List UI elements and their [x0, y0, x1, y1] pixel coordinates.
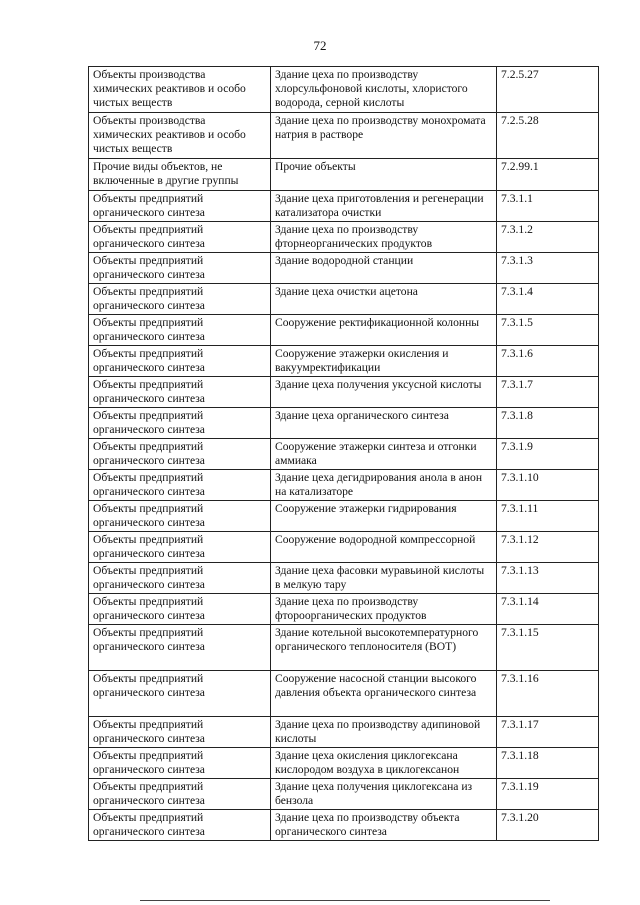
objects-table-body [89, 67, 599, 841]
object-type-cell: Объекты предприятий органического синтеза [89, 563, 271, 594]
building-name-cell: Сооружение этажерки окисления и вакуумректификации [271, 346, 497, 377]
table-row [89, 532, 599, 563]
object-type-cell: Объекты предприятий органического синтеза [89, 222, 271, 253]
building-name-cell: Здание цеха приготовления и регенерации катализатора очистки [271, 191, 497, 222]
building-name-cell: Здание цеха окисления циклогексана кислородом воздуха в циклогексанон [271, 748, 497, 779]
table-row [89, 748, 599, 779]
table-row [89, 717, 599, 748]
building-name-cell: Сооружение этажерки гидрирования [271, 501, 497, 532]
code-cell: 7.3.1.4 [497, 284, 599, 315]
table-row [89, 284, 599, 315]
object-type-cell: Объекты предприятий органического синтеза [89, 346, 271, 377]
object-type-cell: Объекты предприятий органического синтеза [89, 377, 271, 408]
building-name-cell: Сооружение водородной компрессорной [271, 532, 497, 563]
code-cell: 7.2.99.1 [497, 159, 599, 191]
table-row [89, 470, 599, 501]
building-name-cell: Прочие объекты [271, 159, 497, 191]
object-type-cell: Объекты предприятий органического синтеза [89, 748, 271, 779]
table-row [89, 594, 599, 625]
table-row [89, 563, 599, 594]
objects-table [88, 66, 599, 841]
building-name-cell: Сооружение этажерки синтеза и отгонки аммиака [271, 439, 497, 470]
table-row [89, 315, 599, 346]
code-cell: 7.3.1.7 [497, 377, 599, 408]
page-number: 72 [313, 38, 327, 53]
code-cell: 7.3.1.20 [497, 810, 599, 841]
building-name-cell: Здание котельной высокотемпературного органического теплоносителя (ВОТ) [271, 625, 497, 671]
table-row [89, 501, 599, 532]
code-cell: 7.3.1.10 [497, 470, 599, 501]
code-cell: 7.3.1.3 [497, 253, 599, 284]
code-cell: 7.3.1.2 [497, 222, 599, 253]
object-type-cell: Объекты предприятий органического синтеза [89, 284, 271, 315]
table-row [89, 671, 599, 717]
table-row [89, 67, 599, 113]
code-cell: 7.3.1.16 [497, 671, 599, 717]
object-type-cell: Объекты производства химических реактивов и особо чистых веществ [89, 113, 271, 159]
building-name-cell: Здание цеха по производству фторнеорганических продуктов [271, 222, 497, 253]
table-row [89, 810, 599, 841]
code-cell: 7.3.1.12 [497, 532, 599, 563]
code-cell: 7.3.1.19 [497, 779, 599, 810]
building-name-cell: Здание цеха дегидрирования анола в анон на катализаторе [271, 470, 497, 501]
object-type-cell: Объекты предприятий органического синтеза [89, 315, 271, 346]
code-cell: 7.3.1.9 [497, 439, 599, 470]
object-type-cell: Объекты предприятий органического синтеза [89, 810, 271, 841]
object-type-cell: Объекты предприятий органического синтеза [89, 253, 271, 284]
object-type-cell: Объекты предприятий органического синтеза [89, 439, 271, 470]
building-name-cell: Здание цеха по производству монохромата натрия в растворе [271, 113, 497, 159]
code-cell: 7.2.5.28 [497, 113, 599, 159]
table-row [89, 377, 599, 408]
building-name-cell: Здание цеха получения уксусной кислоты [271, 377, 497, 408]
table-row [89, 779, 599, 810]
table-row [89, 222, 599, 253]
code-cell: 7.3.1.8 [497, 408, 599, 439]
building-name-cell: Здание цеха по производству хлорсульфоновой кислоты, хлористого водорода, серной кислоты [271, 67, 497, 113]
table-row [89, 113, 599, 159]
code-cell: 7.3.1.1 [497, 191, 599, 222]
building-name-cell: Здание цеха очистки ацетона [271, 284, 497, 315]
object-type-cell: Объекты предприятий органического синтеза [89, 717, 271, 748]
building-name-cell: Сооружение насосной станции высокого давления объекта органического синтеза [271, 671, 497, 717]
code-cell: 7.3.1.18 [497, 748, 599, 779]
building-name-cell: Здание цеха по производству адипиновой кислоты [271, 717, 497, 748]
object-type-cell: Объекты предприятий органического синтеза [89, 625, 271, 671]
object-type-cell: Объекты предприятий органического синтеза [89, 671, 271, 717]
code-cell: 7.3.1.15 [497, 625, 599, 671]
table-row [89, 346, 599, 377]
object-type-cell: Объекты предприятий органического синтеза [89, 779, 271, 810]
table-row [89, 625, 599, 671]
object-type-cell: Объекты предприятий органического синтеза [89, 470, 271, 501]
page-bottom-rule [140, 900, 550, 901]
object-type-cell: Объекты предприятий органического синтеза [89, 594, 271, 625]
code-cell: 7.2.5.27 [497, 67, 599, 113]
object-type-cell: Прочие виды объектов, не включенные в другие группы [89, 159, 271, 191]
object-type-cell: Объекты предприятий органического синтеза [89, 532, 271, 563]
table-row [89, 253, 599, 284]
building-name-cell: Здание водородной станции [271, 253, 497, 284]
code-cell: 7.3.1.11 [497, 501, 599, 532]
code-cell: 7.3.1.14 [497, 594, 599, 625]
building-name-cell: Сооружение ректификационной колонны [271, 315, 497, 346]
object-type-cell: Объекты производства химических реактивов и особо чистых веществ [89, 67, 271, 113]
object-type-cell: Объекты предприятий органического синтеза [89, 408, 271, 439]
object-type-cell: Объекты предприятий органического синтеза [89, 191, 271, 222]
building-name-cell: Здание цеха получения циклогексана из бензола [271, 779, 497, 810]
code-cell: 7.3.1.13 [497, 563, 599, 594]
code-cell: 7.3.1.6 [497, 346, 599, 377]
table-row [89, 191, 599, 222]
building-name-cell: Здание цеха фасовки муравьиной кислоты в мелкую тару [271, 563, 497, 594]
table-row [89, 439, 599, 470]
building-name-cell: Здание цеха по производству фтороорганических продуктов [271, 594, 497, 625]
building-name-cell: Здание цеха органического синтеза [271, 408, 497, 439]
table-row [89, 159, 599, 191]
code-cell: 7.3.1.17 [497, 717, 599, 748]
building-name-cell: Здание цеха по производству объекта органического синтеза [271, 810, 497, 841]
code-cell: 7.3.1.5 [497, 315, 599, 346]
object-type-cell: Объекты предприятий органического синтеза [89, 501, 271, 532]
table-row [89, 408, 599, 439]
